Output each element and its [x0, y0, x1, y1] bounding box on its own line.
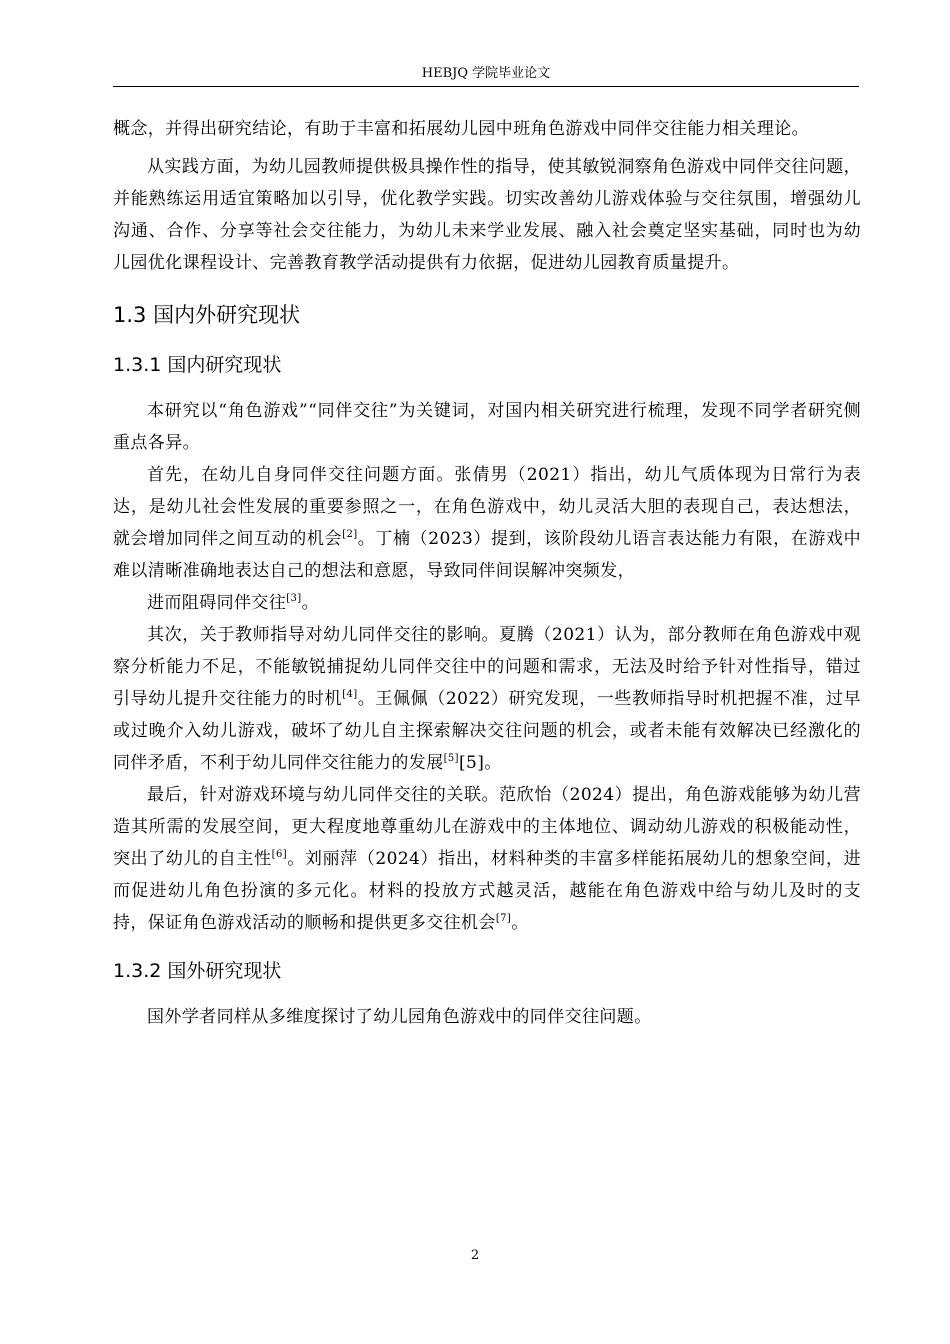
paragraph-text: 。刘丽萍（2024）指出，材料种类的丰富多样能拓展幼儿的想象空间，进而促进幼儿角色扮演的多元化。材料的投放方式越灵活，越能在角色游戏中给与幼儿及时的支持，保证角色游戏活动的顺畅和提供更多交往机会 [113, 849, 861, 933]
citation-4[interactable]: [4] [342, 689, 358, 700]
paragraph-text: 概念，并得出研究结论，有助于丰富和拓展幼儿园中班角色游戏中同伴交往能力相关理论。 [113, 119, 809, 139]
paragraph-second [113, 619, 861, 779]
paragraph-text: 。丁楠（2023）提到，该阶段幼儿语言表达能力有限，在游戏中难以清晰准确地表达自己的想法和意愿，导致同伴间误解冲突频发， [113, 529, 862, 581]
paragraph-text: 。 [511, 913, 529, 933]
paragraph-practice [113, 151, 861, 279]
paragraph-first [113, 459, 861, 619]
paragraph-continuation [113, 113, 861, 145]
document-body [113, 113, 861, 1033]
paragraph-text: 。王佩佩（2022）研究发现，一些教师指导时机把握不准，过早或过晚介入幼儿游戏，破坏了幼儿自主探索解决交往问题的机会，或者未能有效解决已经激化的同伴矛盾，不利于幼儿同伴交往能力的发展 [113, 689, 862, 773]
paragraph-text: 从实践方面，为幼儿园教师提供极具操作性的指导，使其敏锐洞察角色游戏中同伴交往问题，并能熟练运用适宜策略加以引导，优化教学实践。切实改善幼儿游戏体验与交往氛围，增强幼儿沟通、合作、分享等社会交往能力，为幼儿未来学业发展、融入社会奠定坚实基础，同时也为幼儿园优化课程设计、完善教育教学活动提供有力依据，促进幼儿园教育质量提升。 [113, 157, 861, 273]
paragraph-last [113, 779, 861, 939]
running-header: HEBJQ 学院毕业论文 [421, 66, 551, 81]
page-number: 2 [470, 1248, 480, 1263]
citation-3[interactable]: [3] [286, 593, 302, 604]
section-heading-1-3: 1.3 国内外研究现状 [113, 303, 301, 327]
citation-6[interactable]: [6] [271, 849, 288, 860]
paragraph-text: 本研究以“角色游戏”“同伴交往”为关键词，对国内相关研究进行梳理，发现不同学者研究侧重点各异。 [113, 401, 861, 453]
citation-2[interactable]: [2] [342, 529, 358, 540]
citation-7[interactable]: [7] [495, 913, 512, 924]
paragraph-intro [113, 395, 861, 459]
paragraph-text: 国外学者同样从多维度探讨了幼儿园角色游戏中的同伴交往问题。 [147, 1007, 652, 1027]
paragraph-foreign [113, 1001, 861, 1033]
citation-5[interactable]: [5] [443, 753, 459, 764]
paragraph-text: 最后，针对游戏环境与幼儿同伴交往的关联。范欣怡（2024）提出，角色游戏能够为幼儿营造其所需的发展空间，更大程度地尊重幼儿在游戏中的主体地位、调动幼儿游戏的积极能动性，突出了幼儿的自主性 [113, 785, 861, 869]
section-heading-1-3-2: 1.3.2 国外研究现状 [113, 960, 282, 982]
paragraph-text: 首先，在幼儿自身同伴交往问题方面。张倩男（2021）指出，幼儿气质体现为日常行为表达，是幼儿社会性发展的重要参照之一，在角色游戏中，幼儿灵活大胆的表现自己，表达想法，就会增加同伴之间互动的机会 [113, 465, 861, 549]
paragraph-text: 。 [301, 593, 319, 613]
paragraph-text: 其次，关于教师指导对幼儿同伴交往的影响。夏腾（2021）认为，部分教师在角色游戏中观察分析能力不足，不能敏锐捕捉幼儿同伴交往中的问题和需求，无法及时给予针对性指导，错过引导幼儿提升交往能力的时机 [113, 625, 861, 709]
paragraph-text: [5]。 [458, 753, 502, 773]
paragraph-line [113, 587, 861, 619]
section-heading-1-3-1: 1.3.1 国内研究现状 [113, 354, 282, 376]
header-rule [113, 86, 859, 87]
paragraph-text: 进而阻碍同伴交往 [147, 593, 287, 613]
